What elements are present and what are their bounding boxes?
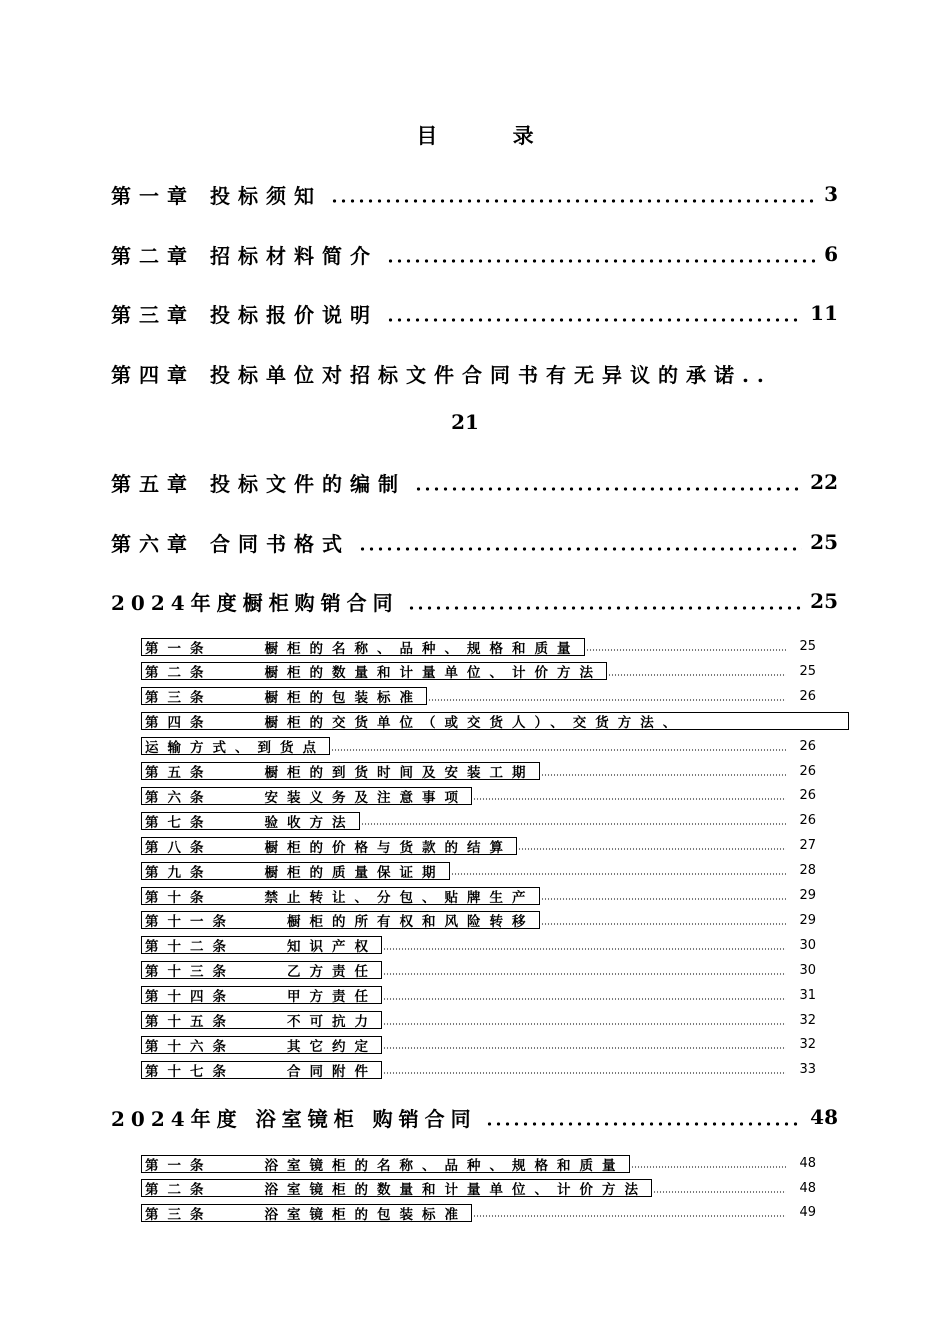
clause-page: 28 bbox=[799, 863, 816, 879]
toc-chapter-5[interactable] bbox=[111, 467, 838, 497]
toc-clause[interactable] bbox=[141, 711, 849, 732]
toc-clause[interactable] bbox=[141, 686, 816, 707]
clause-page: 49 bbox=[799, 1205, 816, 1220]
clause-title-box bbox=[141, 837, 517, 855]
clause-text: 浴室镜柜的数量和计量单位、计价方法 bbox=[264, 1182, 647, 1198]
toc-clause[interactable] bbox=[141, 785, 816, 806]
toc-clause[interactable] bbox=[141, 1010, 816, 1031]
clause-title-box bbox=[141, 887, 540, 905]
clause-title-box bbox=[141, 1204, 472, 1222]
clause-number: 第三条 bbox=[145, 690, 213, 707]
clause-text: 禁止转让、分包、贴牌生产 bbox=[264, 889, 535, 906]
chapter-label: 第三章 投标报价说明 bbox=[111, 302, 378, 327]
dot-leader bbox=[485, 1122, 803, 1126]
clause-title-box bbox=[141, 986, 382, 1004]
clause-text: 橱柜的包装标准 bbox=[264, 690, 422, 707]
toc-clause[interactable] bbox=[141, 860, 816, 881]
clause-title-box bbox=[141, 1179, 652, 1197]
clause-number: 第三条 bbox=[145, 1206, 213, 1223]
clause-number: 第七条 bbox=[145, 814, 213, 831]
toc-clause[interactable] bbox=[141, 636, 816, 657]
clause-number: 第十五条 bbox=[145, 1014, 235, 1030]
dot-leader bbox=[330, 199, 816, 203]
clause-page: 25 bbox=[799, 639, 816, 654]
dot-leader bbox=[473, 1215, 786, 1217]
clause-text: 其它约定 bbox=[287, 1038, 377, 1055]
toc-clause[interactable] bbox=[141, 960, 816, 981]
dot-leader bbox=[361, 823, 787, 825]
toc-clause[interactable] bbox=[141, 810, 816, 831]
toc-clause[interactable] bbox=[141, 985, 816, 1006]
clause-page: 32 bbox=[799, 1012, 816, 1028]
clause-title-box bbox=[141, 762, 540, 780]
clause-title-box bbox=[141, 712, 849, 730]
clause-text: 橱柜的所有权和风险转移 bbox=[287, 914, 535, 931]
dot-leader bbox=[473, 798, 786, 800]
clause-text: 安装义务及注意事项 bbox=[264, 789, 467, 806]
dot-leader bbox=[358, 547, 802, 551]
clause-text: 橱柜的数量和计量单位、计价方法 bbox=[264, 665, 602, 682]
clause-page: 26 bbox=[799, 763, 816, 779]
clause-title-box bbox=[141, 812, 360, 830]
clause-page: 29 bbox=[799, 888, 816, 903]
clause-number: 第十六条 bbox=[145, 1038, 235, 1055]
dot-leader bbox=[541, 774, 787, 776]
chapter-label: 第二章 招标材料简介 bbox=[111, 243, 378, 268]
toc-contract-1[interactable] bbox=[111, 586, 838, 616]
toc-clause[interactable] bbox=[141, 1153, 816, 1174]
clause-number: 第八条 bbox=[145, 839, 213, 856]
clause-page: 26 bbox=[799, 813, 816, 829]
clause-page: 32 bbox=[799, 1037, 816, 1053]
toc-clause[interactable] bbox=[141, 661, 816, 682]
chapter-page: 11 bbox=[810, 301, 838, 325]
clause-number: 第二条 bbox=[145, 1182, 213, 1198]
dot-leader bbox=[608, 674, 786, 676]
clause-number: 运输方式、到货点 bbox=[145, 740, 325, 757]
toc-chapter-6[interactable] bbox=[111, 527, 838, 557]
chapter-label: 2024年度 浴室镜柜 购销合同 bbox=[111, 1106, 477, 1131]
clause-number: 第十四条 bbox=[145, 989, 235, 1006]
clause-title-box bbox=[141, 936, 382, 954]
clause-text: 橱柜的质量保证期 bbox=[264, 864, 445, 881]
toc-clause[interactable] bbox=[141, 1059, 816, 1080]
clause-title-box bbox=[141, 787, 472, 805]
chapter-label: 第六章 合同书格式 bbox=[111, 531, 350, 556]
dot-leader bbox=[386, 259, 816, 263]
dot-leader bbox=[331, 749, 786, 751]
clause-title-box bbox=[141, 1155, 630, 1173]
clause-title-box bbox=[141, 1036, 382, 1054]
toc-chapter-1[interactable] bbox=[111, 179, 838, 209]
clause-text: 验收方法 bbox=[264, 814, 355, 831]
toc-clause[interactable] bbox=[141, 935, 816, 956]
chapter-label: 第四章 投标单位对招标文件合同书有无异议的承诺.. bbox=[111, 362, 772, 387]
clause-number: 第十一条 bbox=[145, 914, 235, 931]
clause-number: 第九条 bbox=[145, 864, 213, 881]
chapter-4-page: 21 bbox=[451, 410, 479, 434]
clause-title-box bbox=[141, 1011, 382, 1029]
clause-number: 第一条 bbox=[145, 640, 213, 657]
clause-page: 26 bbox=[799, 688, 816, 704]
clause-page: 33 bbox=[799, 1062, 816, 1078]
dot-leader bbox=[383, 1023, 786, 1025]
chapter-page: 25 bbox=[810, 530, 838, 554]
clause-text: 浴室镜柜的包装标准 bbox=[264, 1206, 467, 1223]
toc-chapter-4[interactable] bbox=[111, 358, 838, 388]
clause-text: 橱柜的交货单位（或交货人）、交货方法、 bbox=[264, 715, 686, 732]
clause-number: 第四条 bbox=[145, 715, 213, 732]
dot-leader bbox=[631, 1166, 787, 1168]
clause-number: 第十七条 bbox=[145, 1063, 235, 1080]
chapter-page: 3 bbox=[824, 182, 838, 206]
clause-number: 第十条 bbox=[145, 889, 213, 906]
toc-contract-2[interactable] bbox=[111, 1102, 838, 1132]
chapter-label: 第一章 投标须知 bbox=[111, 183, 322, 208]
toc-clause[interactable] bbox=[141, 1202, 816, 1223]
clause-number: 第十二条 bbox=[145, 939, 235, 956]
toc-clause[interactable] bbox=[141, 1034, 816, 1055]
toc-clause[interactable] bbox=[141, 761, 816, 782]
dot-leader bbox=[586, 649, 787, 651]
clause-title-box bbox=[141, 687, 427, 705]
clause-page: 25 bbox=[799, 663, 816, 679]
dot-leader bbox=[541, 898, 787, 900]
clause-title-box bbox=[141, 911, 540, 929]
clause-title-box bbox=[141, 662, 607, 680]
clause-number: 第十三条 bbox=[145, 964, 235, 981]
toc-chapter-2[interactable] bbox=[111, 239, 838, 269]
clause-text: 橱柜的名称、品种、规格和质量 bbox=[264, 640, 580, 657]
clause-text: 知识产权 bbox=[287, 939, 377, 956]
clause-text: 乙方责任 bbox=[287, 964, 377, 981]
dot-leader bbox=[383, 998, 786, 1000]
clause-page: 26 bbox=[799, 788, 816, 804]
dot-leader bbox=[518, 848, 786, 850]
chapter-label: 第五章 投标文件的编制 bbox=[111, 471, 406, 496]
clause-text: 橱柜的到货时间及安装工期 bbox=[264, 765, 535, 781]
clause-page: 30 bbox=[799, 937, 816, 953]
clause-text: 浴室镜柜的名称、品种、规格和质量 bbox=[264, 1157, 625, 1174]
toc-clause[interactable] bbox=[141, 885, 816, 906]
clause-number: 第六条 bbox=[145, 789, 213, 806]
clause-text: 合同附件 bbox=[287, 1063, 377, 1080]
toc-clause[interactable] bbox=[141, 910, 816, 931]
toc-clause[interactable] bbox=[141, 1178, 816, 1199]
dot-leader bbox=[383, 948, 786, 950]
chapter-page: 48 bbox=[810, 1105, 838, 1129]
chapter-page: 22 bbox=[810, 470, 838, 494]
dot-leader bbox=[407, 606, 802, 610]
clause-number: 第二条 bbox=[145, 665, 213, 682]
clause-text: 橱柜的价格与货款的结算 bbox=[264, 839, 512, 856]
clause-title-box bbox=[141, 737, 330, 755]
dot-leader bbox=[383, 973, 786, 975]
toc-clause[interactable] bbox=[141, 835, 816, 856]
toc-chapter-3[interactable] bbox=[111, 298, 838, 328]
clause-text: 不可抗力 bbox=[287, 1014, 377, 1030]
clause-title-box bbox=[141, 1061, 382, 1079]
dot-leader bbox=[386, 318, 802, 322]
dot-leader bbox=[383, 1072, 786, 1074]
dot-leader bbox=[653, 1191, 786, 1193]
clause-title-box bbox=[141, 961, 382, 979]
clause-page: 26 bbox=[799, 738, 816, 754]
clause-page: 48 bbox=[799, 1180, 816, 1196]
dot-leader bbox=[541, 923, 787, 925]
dot-leader bbox=[414, 487, 802, 491]
toc-title: 目 录 bbox=[416, 123, 568, 148]
chapter-page: 6 bbox=[824, 242, 838, 266]
clause-number: 第五条 bbox=[145, 765, 213, 781]
clause-page: 30 bbox=[799, 962, 816, 978]
clause-page: 48 bbox=[799, 1156, 816, 1171]
chapter-page: 25 bbox=[810, 589, 838, 613]
clause-title-box bbox=[141, 638, 585, 656]
dot-leader bbox=[428, 699, 786, 701]
clause-page: 27 bbox=[799, 838, 816, 854]
chapter-label: 2024年度橱柜购销合同 bbox=[111, 590, 399, 615]
clause-title-box bbox=[141, 862, 450, 880]
clause-text: 甲方责任 bbox=[287, 989, 377, 1006]
clause-page: 31 bbox=[799, 987, 816, 1003]
toc-clause[interactable] bbox=[141, 736, 816, 757]
clause-page: 29 bbox=[799, 912, 816, 928]
clause-number: 第一条 bbox=[145, 1157, 213, 1174]
dot-leader bbox=[451, 873, 787, 875]
dot-leader bbox=[383, 1047, 786, 1049]
